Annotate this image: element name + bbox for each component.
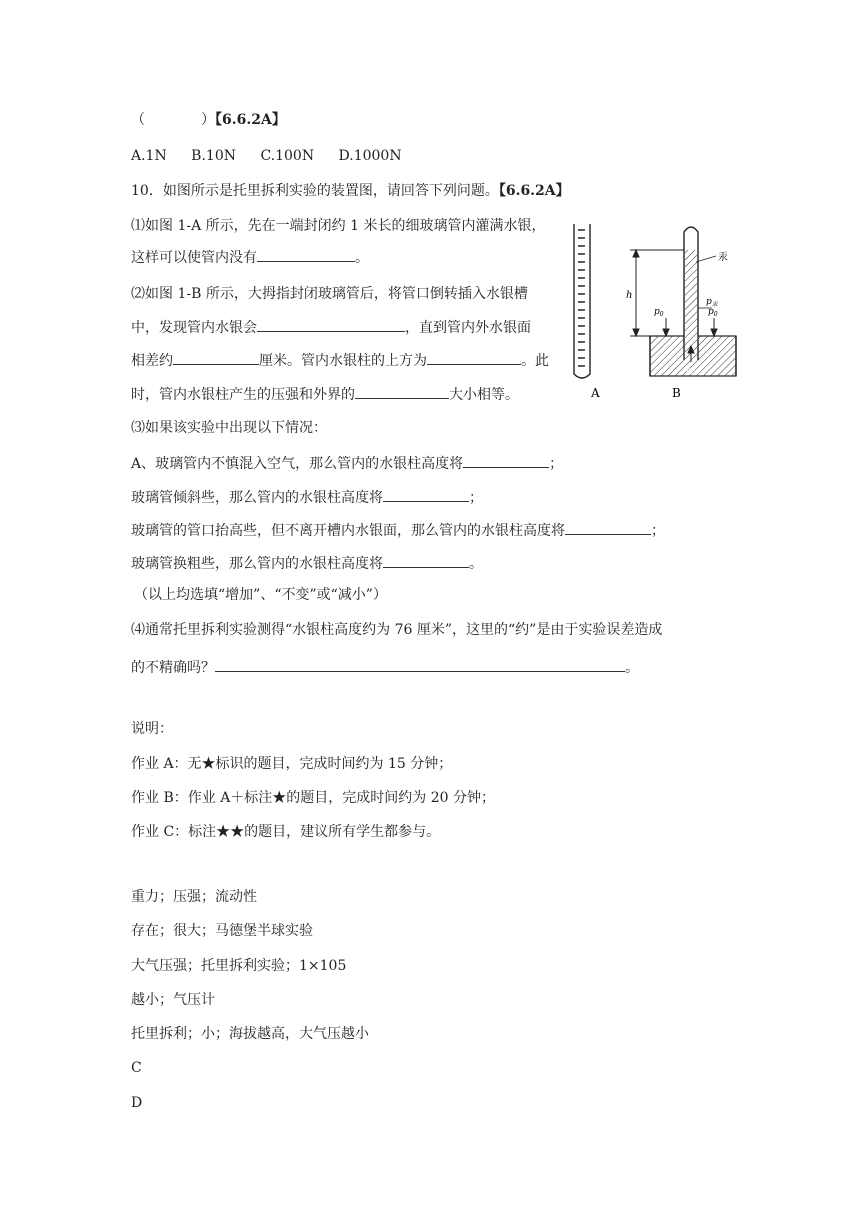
q10-blank-3[interactable] [173, 349, 259, 365]
answer-3: 大气压强；托里拆利实验；1×105 [131, 958, 347, 974]
answer-4: 越小；气压计 [131, 992, 215, 1008]
answer-7: D [131, 1095, 143, 1111]
tube-a-icon [574, 224, 590, 378]
q10-stem: 10．如图所示是托里拆利实验的装置图，请回答下列问题。【6.6.2A】 [131, 183, 570, 199]
q9-option-d: D.1000N [338, 148, 402, 164]
q10-blank-2[interactable] [257, 316, 405, 332]
figure-label-b: B [672, 386, 681, 400]
q10-p3-note: （以上均选填“增加”、“不变”或“减小”） [134, 587, 387, 603]
q10-p1-line2: 这样可以使管内没有 。 [131, 246, 369, 268]
q10-p3-b: 玻璃管倾斜些，那么管内的水银柱高度将 ； [131, 486, 483, 508]
height-dimension-icon [630, 250, 684, 336]
q10-blank-9[interactable] [383, 552, 469, 568]
q9-options [131, 146, 422, 166]
q10-p4-line1: ⑷通常托里拆利实验测得“水银柱高度约为 76 厘米”，这里的“约”是由于实验误差造成 [131, 622, 663, 638]
label-p0-left: $p_0$ [654, 307, 664, 318]
q9-ref: 【6.6.2A】 [215, 112, 286, 128]
q10-p2-line1: ⑵如图 1-B 所示，大拇指封闭玻璃管后，将管口倒转插入水银槽 [131, 286, 528, 302]
q9-option-b: B.10N [191, 148, 236, 164]
notes-c: 作业 C：标注★★的题目，建议所有学生都参与。 [131, 824, 441, 840]
q10-ref: 【6.6.2A】 [498, 183, 570, 199]
label-p0-right: $p_0$ [708, 307, 718, 318]
label-h: h [626, 290, 633, 301]
q9-bracket-open: （ [131, 112, 145, 128]
q10-p3-c: 玻璃管的管口抬高些，但不离开槽内水银面，那么管内的水银柱高度将 ； [131, 519, 665, 541]
q10-p3-a: A、玻璃管内不慎混入空气，那么管内的水银柱高度将 ； [131, 452, 563, 474]
q10-p2-line2: 中，发现管内水银会 ，直到管内外水银面 [131, 316, 531, 338]
q10-p4-line2: 的不精确吗？ 。 [131, 656, 639, 678]
q10-p3-intro: ⑶如果该实验中出现以下情况： [131, 420, 327, 436]
p0-left-arrow-icon [663, 318, 669, 336]
p0-right-arrow-icon [711, 318, 717, 336]
q9-option-a: A.1N [131, 148, 167, 164]
q10-blank-5[interactable] [355, 383, 449, 399]
figure-label-a: A [591, 386, 600, 400]
label-mercury: 汞 [718, 252, 728, 263]
q10-p3-d: 玻璃管换粗些，那么管内的水银柱高度将 。 [131, 552, 483, 574]
tube-b-icon [684, 227, 698, 360]
answer-5: 托里拆利；小；海拔越高，大气压越小 [131, 1026, 369, 1042]
q10-blank-4[interactable] [427, 349, 521, 365]
answer-2: 存在；很大；马德堡半球实验 [131, 923, 313, 939]
q9-bracket-line [131, 110, 286, 130]
q10-blank-1[interactable] [257, 246, 355, 262]
q10-blank-7[interactable] [383, 486, 469, 502]
q9-bracket-close: ） [201, 112, 215, 128]
label-p-mercury: $p_汞$ [706, 297, 718, 308]
q10-blank-8[interactable] [565, 519, 651, 535]
notes-heading: 说明： [131, 721, 173, 737]
notes-a: 作业 A：无★标识的题目，完成时间约为 15 分钟； [131, 756, 453, 772]
answer-6: C [131, 1060, 142, 1076]
q10-p2-line4: 时，管内水银柱产生的压强和外界的 大小相等。 [131, 383, 519, 405]
q10-p1-line1: ⑴如图 1-A 所示，先在一端封闭约 1 米长的细玻璃管内灌满水银， [131, 218, 546, 234]
notes-b: 作业 B：作业 A＋标注★的题目，完成时间约为 20 分钟； [131, 790, 496, 806]
q9-option-c: C.100N [260, 148, 315, 164]
label-p0-bottom: $p_0$ [686, 366, 695, 377]
q10-blank-10[interactable] [215, 656, 625, 672]
answer-1: 重力；压强；流动性 [131, 889, 257, 905]
q10-p2-line3: 相差约 厘米。管内水银柱的上方为 。此 [131, 349, 549, 371]
q10-blank-6[interactable] [463, 452, 549, 468]
torricelli-apparatus-figure [566, 216, 756, 406]
